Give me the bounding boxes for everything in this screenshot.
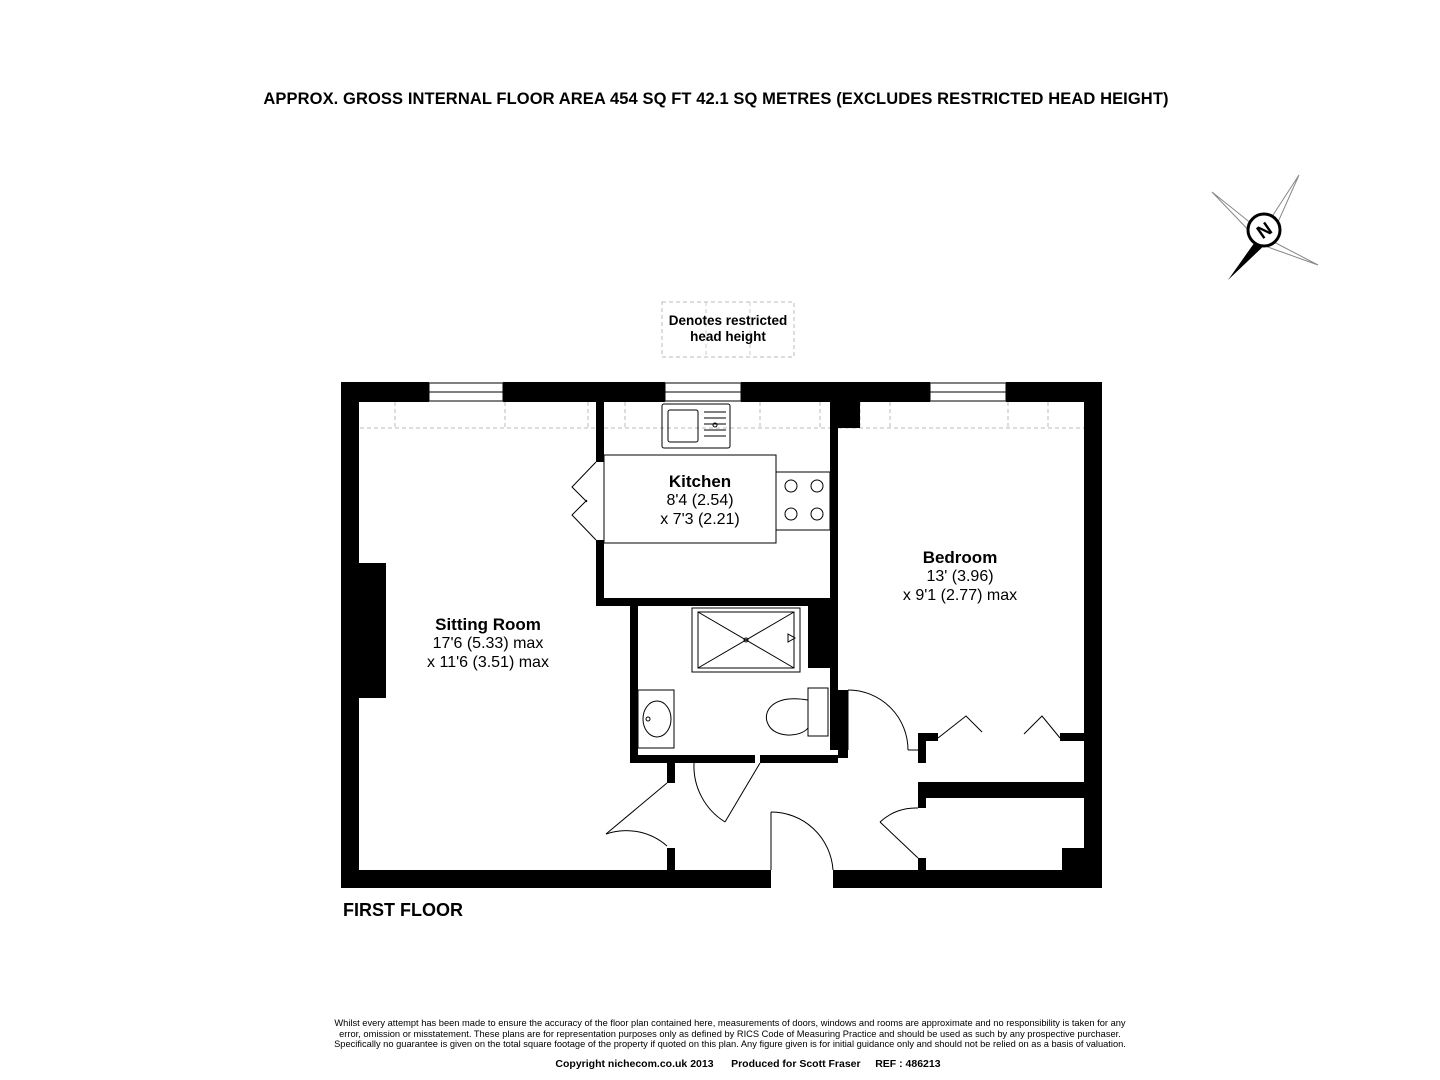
sitting-room-label [400, 615, 576, 672]
room-dimension: 8'4 (2.54) [666, 492, 734, 509]
produced-for-text: Produced for Scott Fraser [731, 1058, 861, 1070]
room-name: Kitchen [668, 472, 732, 491]
footer [300, 1058, 1196, 1070]
legend-line-2: head height [690, 329, 766, 344]
disclaimer [300, 1018, 1160, 1050]
room-dimension: x 7'3 (2.21) [660, 511, 740, 528]
room-dimension: 13' (3.96) [926, 568, 994, 585]
floor-label: FIRST FLOOR [343, 900, 463, 920]
room-dimension: x 9'1 (2.77) max [902, 587, 1018, 604]
copyright-text: Copyright nichecom.co.uk 2013 [555, 1058, 714, 1070]
room-name: Bedroom [922, 548, 998, 567]
kitchen-label [630, 472, 770, 529]
area-title: APPROX. GROSS INTERNAL FLOOR AREA 454 SQ FT 42.1 SQ METRES (EXCLUDES RESTRICTED HEAD HEIGHT) [263, 90, 1169, 108]
restricted-height-legend [660, 313, 796, 345]
room-dimension: x 11'6 (3.51) max [427, 654, 549, 671]
bedroom-label [880, 548, 1040, 605]
north-arrow-icon [1212, 175, 1318, 280]
compass-letter: N [1253, 218, 1277, 244]
disclaimer-line: Specifically no guarantee is given on the total square footage of the property if quoted on this plan. Any figure given is for initial guidance only and should not be relied on as a basis of valuation. [334, 1039, 1126, 1050]
disclaimer-line: Whilst every attempt has been made to ensure the accuracy of the floor plan contained here, measurements of doors, windows and rooms are approximate and no responsibility is taken for any [334, 1018, 1126, 1028]
room-name: Sitting Room [435, 615, 541, 634]
bathroom-fixtures [638, 608, 828, 748]
room-dimension: 17'6 (5.33) max [432, 635, 544, 652]
disclaimer-line: error, omission or misstatement. These plans are for representation purposes only as defined by RICS Code of Measuring Practice and should be used as such by any prospective purchaser. [339, 1028, 1121, 1039]
reference-text: REF : 486213 [875, 1058, 941, 1070]
legend-line-1: Denotes restricted [668, 313, 788, 328]
